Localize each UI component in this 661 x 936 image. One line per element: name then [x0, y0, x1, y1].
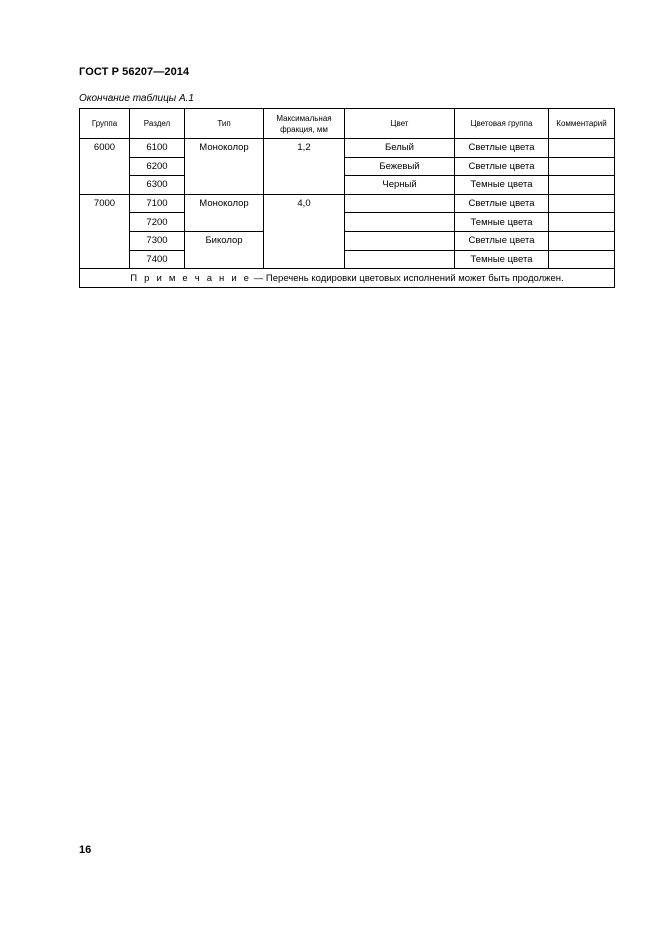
- color-group-cell: Светлые цвета: [455, 231, 549, 250]
- column-header-max-fraction: Максимальная фракция, мм: [264, 109, 345, 139]
- table-row: [80, 250, 615, 269]
- table-row: [80, 231, 615, 250]
- table-row: [80, 194, 615, 213]
- color-group-cell: Темные цвета: [455, 213, 549, 232]
- table-row: [80, 176, 615, 195]
- color-cell: Черный: [345, 176, 455, 195]
- table-row: [80, 139, 615, 158]
- comment-cell: [549, 213, 615, 232]
- section-cell: 7400: [130, 250, 185, 269]
- color-cell: [345, 250, 455, 269]
- group-cell: 7000: [80, 194, 130, 268]
- comment-cell: [549, 157, 615, 176]
- comment-cell: [549, 250, 615, 269]
- color-cell: Бежевый: [345, 157, 455, 176]
- column-header-section: Раздел: [130, 109, 185, 139]
- color-code-table: [79, 108, 615, 288]
- column-header-color-group: Цветовая группа: [455, 109, 549, 139]
- page-number: 16: [79, 844, 92, 856]
- color-group-cell: Темные цвета: [455, 176, 549, 195]
- section-cell: 7100: [130, 194, 185, 213]
- comment-cell: [549, 176, 615, 195]
- column-header-type: Тип: [185, 109, 264, 139]
- color-group-cell: Светлые цвета: [455, 157, 549, 176]
- color-cell: [345, 194, 455, 213]
- fraction-cell: 4,0: [264, 194, 345, 268]
- type-cell: Моноколор: [185, 194, 264, 231]
- comment-cell: [549, 194, 615, 213]
- table-row: [80, 157, 615, 176]
- color-cell: [345, 231, 455, 250]
- note-label: П р и м е ч а н и е: [130, 272, 252, 284]
- column-header-color: Цвет: [345, 109, 455, 139]
- document-header: ГОСТ Р 56207—2014: [79, 66, 190, 78]
- fraction-cell: 1,2: [264, 139, 345, 195]
- table-row: [80, 213, 615, 232]
- table-header-row: [80, 109, 615, 139]
- color-cell: [345, 213, 455, 232]
- color-cell: Белый: [345, 139, 455, 158]
- table-caption: Окончание таблицы А.1: [79, 93, 194, 104]
- column-header-group: Группа: [80, 109, 130, 139]
- type-cell: Биколор: [185, 231, 264, 268]
- section-cell: 6200: [130, 157, 185, 176]
- section-cell: 6100: [130, 139, 185, 158]
- comment-cell: [549, 231, 615, 250]
- color-group-cell: Светлые цвета: [455, 194, 549, 213]
- group-cell: 6000: [80, 139, 130, 195]
- table-note-row: [80, 269, 615, 288]
- section-cell: 7200: [130, 213, 185, 232]
- note-text: — Перечень кодировки цветовых исполнений может быть продолжен.: [251, 272, 564, 284]
- color-group-cell: Темные цвета: [455, 250, 549, 269]
- section-cell: 6300: [130, 176, 185, 195]
- color-group-cell: Светлые цвета: [455, 139, 549, 158]
- type-cell: Моноколор: [185, 139, 264, 195]
- comment-cell: [549, 139, 615, 158]
- section-cell: 7300: [130, 231, 185, 250]
- table-note: [80, 269, 615, 288]
- column-header-comment: Комментарий: [549, 109, 615, 139]
